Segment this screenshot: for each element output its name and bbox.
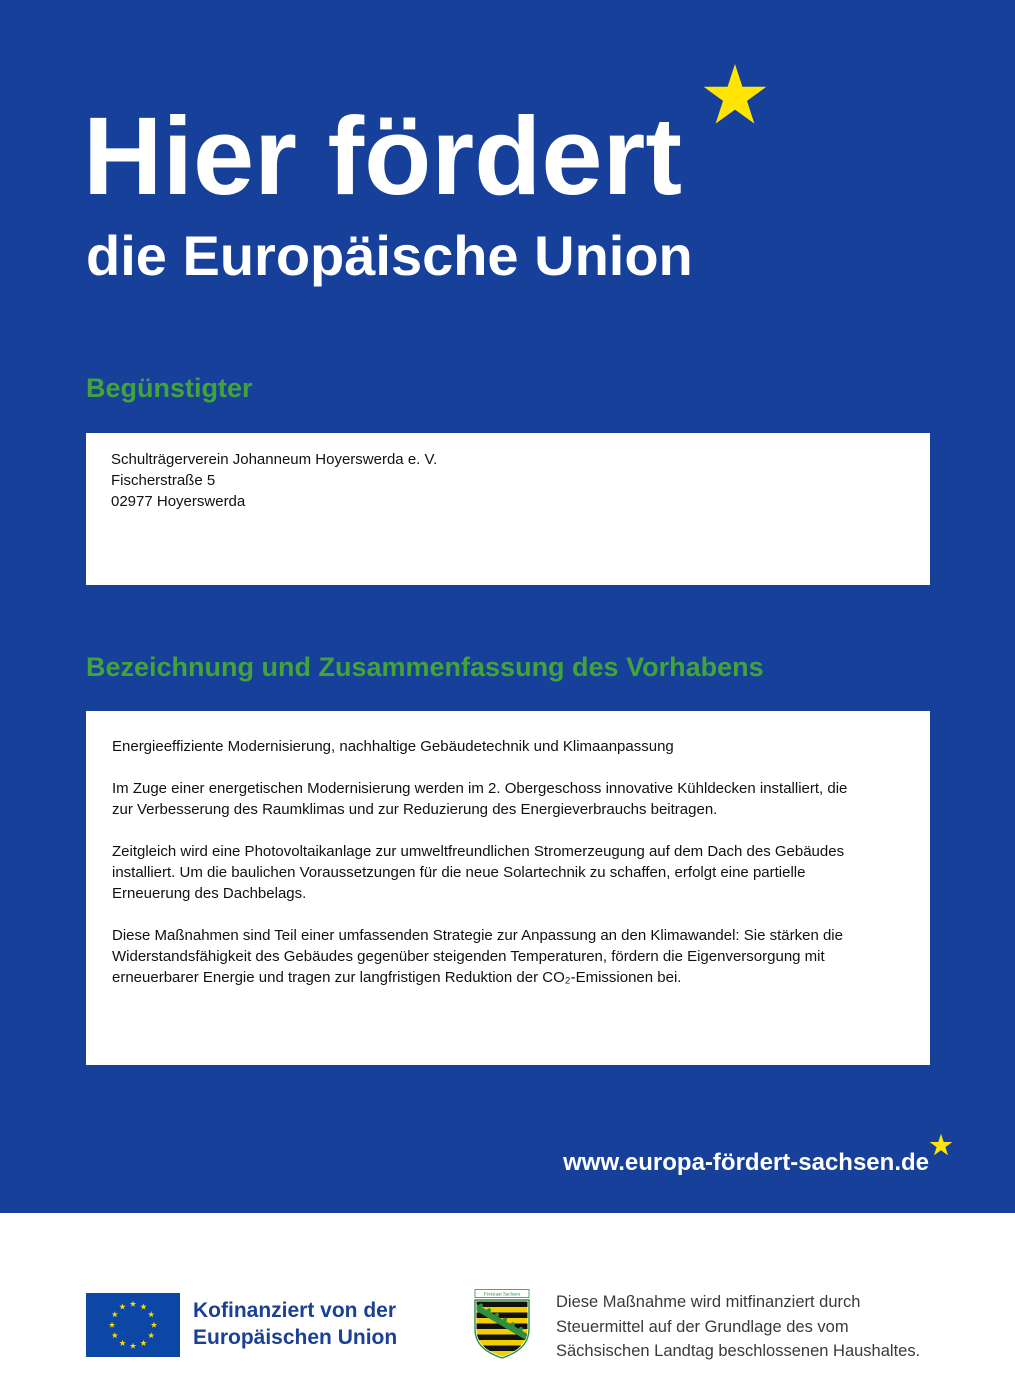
paragraph-line: Energieeffiziente Modernisierung, nachhaltige Gebäudetechnik und Klimaanpassung: [112, 738, 674, 755]
beneficiary-city: 02977 Hoyerswerda: [111, 493, 246, 510]
poster-title-line1: Hier fördert: [83, 95, 682, 218]
eu-cofinanced-line1: Kofinanziert von der: [193, 1299, 397, 1322]
paragraph-line: Diese Maßnahmen sind Teil einer umfassenden Strategie zur Anpassung an den Klimawandel: Sie stärken die: [112, 927, 843, 944]
beneficiary-heading: Begünstigter: [86, 373, 253, 403]
saxony-funding-note: [556, 1290, 920, 1364]
paragraph-line: Widerstandsfähigkeit des Gebäudes gegenüber steigenden Temperaturen, fördern die Eigenversorgung mit: [112, 948, 825, 965]
saxony-note-line: Diese Maßnahme wird mitfinanziert durch: [556, 1293, 861, 1311]
beneficiary-street: Fischerstraße 5: [111, 472, 216, 489]
saxony-seal-label: Freistaat Sachsen: [483, 1291, 521, 1298]
poster-title-line2: die Europäische Union: [86, 224, 693, 287]
project-title-paragraph: [112, 736, 930, 757]
eu-cofinanced-line2: Europäischen Union: [193, 1326, 398, 1349]
eu-cofinanced-label: [193, 1297, 397, 1351]
star-icon: [929, 1133, 953, 1157]
saxony-shield-field: [472, 1299, 532, 1359]
project-heading: Bezeichnung und Zusammenfassung des Vorhabens: [86, 652, 764, 682]
project-paragraph-cooling: [112, 778, 930, 820]
project-paragraph-photovoltaics: [112, 841, 930, 904]
saxony-note-line: Steuermittel auf der Grundlage des vom: [556, 1317, 849, 1336]
project-paragraph-strategy: [112, 925, 930, 988]
website-link[interactable]: www.europa-fördert-sachsen.de: [563, 1149, 929, 1176]
saxony-note-line: Sächsischen Landtag beschlossenen Haushaltes.: [556, 1342, 921, 1360]
paragraph-line: installiert. Um die baulichen Voraussetzungen für die neue Solartechnik zu schaffen, erfolgt eine partielle: [112, 864, 806, 881]
project-box: [86, 711, 930, 1065]
star-icon: [702, 62, 768, 128]
paragraph-line: erneuerbarer Energie und tragen zur langfristigen Reduktion der CO₂-Emissionen bei.: [112, 969, 682, 986]
paragraph-line: Erneuerung des Dachbelags.: [112, 885, 307, 902]
paragraph-line: Im Zuge einer energetischen Modernisierung werden im 2. Obergeschoss innovative Kühldecken installiert, die: [112, 780, 848, 797]
eu-flag-icon: [86, 1293, 180, 1357]
paragraph-line: zur Verbesserung des Raumklimas und zur Reduzierung des Energieverbrauchs beitragen.: [112, 801, 718, 818]
paragraph-line: Zeitgleich wird eine Photovoltaikanlage zur umweltfreundlichen Stromerzeugung auf dem Dach des Gebäudes: [112, 843, 845, 860]
beneficiary-name: Schulträgerverein Johanneum Hoyerswerda e. V.: [111, 451, 438, 468]
saxony-coat-of-arms-icon: [472, 1289, 532, 1359]
beneficiary-box: [86, 433, 930, 585]
